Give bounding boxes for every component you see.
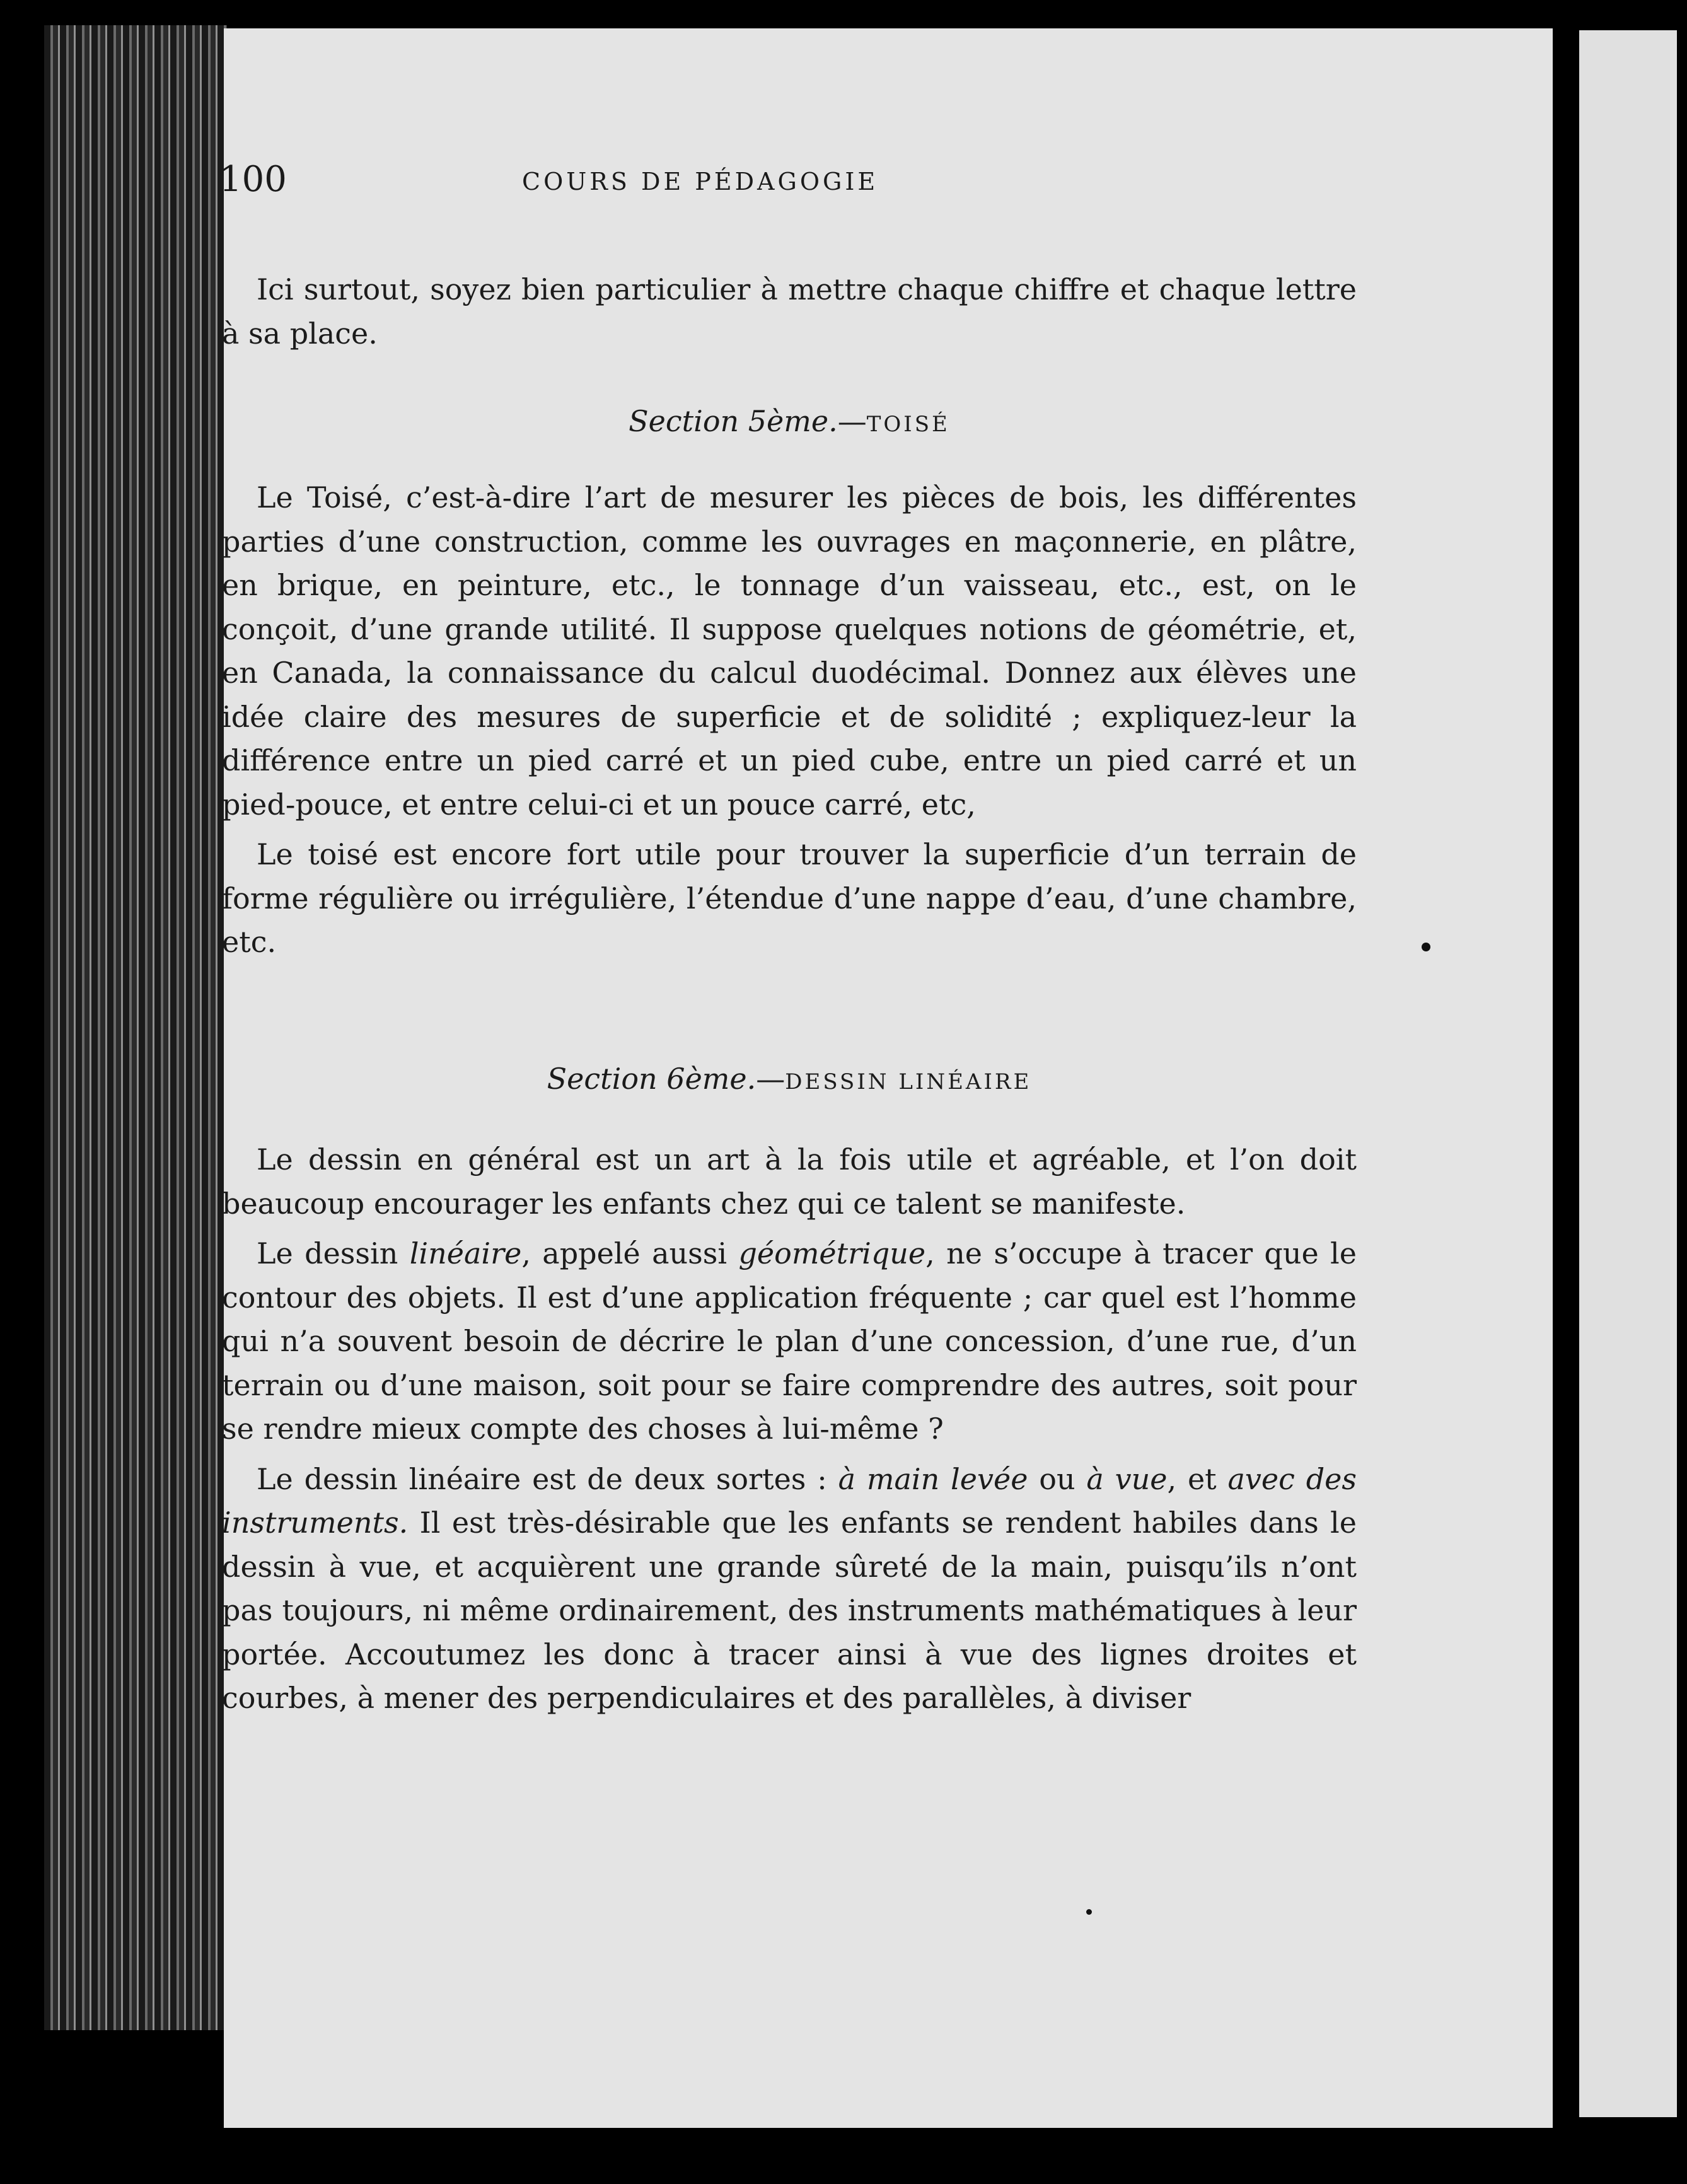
section-6-title: DESSIN LINÉAIRE [785, 1069, 1032, 1095]
section-6-body [222, 1138, 1357, 1721]
section-5-title: TOISÉ [866, 412, 950, 437]
section-6-heading [222, 1057, 1357, 1104]
p3-text-e: , et [1167, 1461, 1228, 1496]
page-number: 100 [219, 159, 287, 200]
p2-text-c: , appelé aussi [521, 1236, 739, 1270]
ink-speck [1422, 943, 1430, 951]
section-5-paragraph-2: Le toisé est encore fort utile pour trouver la superficie d’un terrain de forme régulière ou irrégulière, l’étendue d’une nappe d’eau, d’une chambre, etc. [222, 837, 1357, 959]
section-6-paragraph-1: Le dessin en général est un art à la fois utile et agréable, et l’on doit beaucoup encourager les enfants chez qui ce talent se manifeste. [222, 1142, 1357, 1221]
section-6-dash: — [756, 1062, 786, 1096]
ink-speck [1086, 1909, 1092, 1915]
p3-text-a: Le dessin linéaire est de deux sortes : [257, 1461, 838, 1496]
running-title: COURS DE PÉDAGOGIE [522, 168, 879, 195]
section-5-heading [222, 399, 1357, 446]
p3-italic-instruments: avec des instruments. [222, 1461, 1357, 1540]
facing-page-strip [1579, 30, 1677, 2117]
p2-italic-geometrique: géométrique [738, 1236, 926, 1270]
p3-text-c: ou [1028, 1461, 1087, 1496]
p2-text-e: , ne s’occupe à tracer que le contour des objets. Il est d’une application fréquente ; car quel est l’homme qui n’a souvent besoin de décrire le plan d’une concession, d’une rue, d’un terrain ou d’une maison, soit pour se faire comprendre des autres, soit pour se rendre mieux compte des choses à lui-même ? [222, 1236, 1357, 1446]
section-5-dash: — [837, 404, 867, 438]
intro-block [222, 268, 1357, 356]
intro-paragraph: Ici surtout, soyez bien particulier à mettre chaque chiffre et chaque lettre à sa place. [222, 272, 1357, 351]
section-6-number: Section 6ème. [547, 1062, 757, 1096]
section-5-number: Section 5ème. [629, 404, 838, 438]
p3-italic-main-levee: à main levée [838, 1461, 1028, 1496]
p3-text-g: Il est très-désirable que les enfants se rendent habiles dans le dessin à vue, et acquièrent une grande sûreté de la main, puisqu’ils n’ont pas toujours, ni même ordinairement, des instruments mathématiques à leur portée. Accoutumez les donc à tracer ainsi à vue des lignes droites et courbes, à mener des perpendiculaires et des parallèles, à diviser [222, 1506, 1357, 1715]
section-6-paragraph-3 [222, 1458, 1357, 1721]
section-6-paragraph-2 [222, 1232, 1357, 1451]
section-5-body [222, 476, 1357, 965]
p2-italic-lineaire: linéaire [409, 1236, 522, 1270]
p2-text-a: Le dessin [257, 1236, 410, 1270]
running-head [219, 158, 1077, 202]
book-page-edges [44, 25, 227, 2030]
p3-italic-a-vue: à vue [1086, 1461, 1168, 1496]
section-5-paragraph-1: Le Toisé, c’est-à-dire l’art de mesurer les pièces de bois, les différentes parties d’une construction, comme les ouvrages en maçonnerie, en plâtre, en brique, en peinture, etc., le tonnage d’un vaisseau, etc., est, on le conçoit, d’une grande utilité. Il suppose quelques notions de géométrie, et, en Canada, la connaissance du calcul duodécimal. Donnez aux élèves une idée claire des mesures de superficie et de solidité ; expliquez-leur la différence entre un pied carré et un pied cube, entre un pied carré et un pied-pouce, et entre celui-ci et un pouce carré, etc, [222, 480, 1357, 822]
